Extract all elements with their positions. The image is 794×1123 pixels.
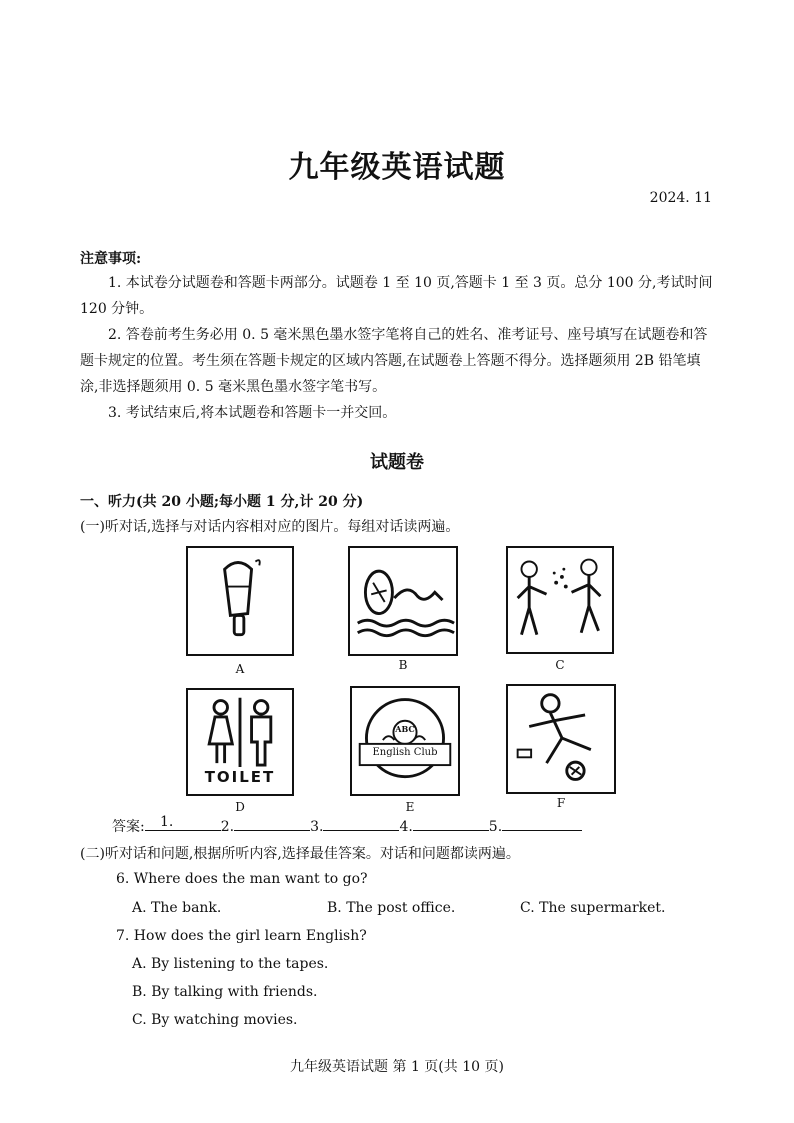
page-footer: 九年级英语试题 第 1 页(共 10 页)	[290, 1059, 504, 1075]
picture-e	[350, 686, 460, 796]
notice-item-2: 2. 答卷前考生务必用 0. 5 毫米黑色墨水签字笔将自己的姓名、准考证号、座号填写在试题卷和答题卡规定的位置。考生须在答题卡规定的区域内答题,在试题卷上答题不得分。选择题须用 2B 铅笔填涂,非选择题须用 0. 5 毫米黑色墨水签字笔书写。	[80, 327, 708, 395]
picture-f	[506, 684, 616, 794]
swimmer-icon	[350, 548, 456, 654]
toilet-sign-text: TOILET	[204, 768, 276, 786]
listening-heading: 一、听力(共 20 小题;每小题 1 分,计 20 分)	[80, 494, 364, 510]
exam-date: 2024. 11	[649, 190, 712, 206]
answer-label: 答案:	[112, 819, 145, 835]
question-7-stem: 7. How does the girl learn English?	[116, 928, 367, 944]
answer-blank-2[interactable]	[234, 814, 310, 831]
answer-number-3: 3.	[310, 819, 324, 835]
answer-number-4: 4.	[399, 819, 413, 835]
picture-a	[186, 546, 294, 656]
answer-number-5: 5.	[488, 819, 503, 835]
listening-sub1-instruction: (一)听对话,选择与对话内容相对应的图片。每组对话读两遍。	[80, 519, 460, 535]
picture-c	[506, 546, 614, 654]
question-6-stem: 6. Where does the man want to go?	[116, 871, 368, 887]
picture-c-label: C	[555, 658, 565, 672]
answer-blank-3[interactable]	[323, 814, 399, 831]
answer-blank-4[interactable]	[413, 814, 489, 831]
picture-b-label: B	[398, 658, 408, 672]
picture-f-label: F	[556, 796, 566, 810]
english-club-text: English Club	[372, 747, 438, 758]
answer-blank-1[interactable]	[145, 814, 221, 831]
section-title: 试题卷	[370, 452, 424, 473]
picture-a-label: A	[235, 662, 245, 676]
question-7-option-c[interactable]: C. By watching movies.	[132, 1012, 298, 1028]
notice-heading: 注意事项:	[80, 251, 142, 267]
notice-item-3: 3. 考试结束后,将本试题卷和答题卡一并交回。	[108, 405, 397, 421]
question-6-option-c[interactable]: C. The supermarket.	[520, 900, 666, 916]
picture-d-label: D	[235, 800, 245, 814]
answer-number-1: 1.	[160, 814, 174, 830]
football-player-icon	[508, 686, 614, 792]
english-club-icon	[352, 688, 458, 794]
answer-number-2: 2.	[220, 819, 235, 835]
answer-row	[112, 814, 582, 836]
splashing-kids-icon	[508, 548, 612, 652]
english-club-badge-text: ABC	[395, 724, 415, 734]
listening-sub2-instruction: (二)听对话和问题,根据所听内容,选择最佳答案。对话和问题都读两遍。	[80, 846, 520, 862]
question-7-option-b[interactable]: B. By talking with friends.	[132, 984, 318, 1000]
question-6-option-b[interactable]: B. The post office.	[327, 900, 456, 916]
picture-e-label: E	[405, 800, 415, 814]
answer-blank-5[interactable]	[502, 814, 582, 831]
notice-item-1: 1. 本试卷分试题卷和答题卡两部分。试题卷 1 至 10 页,答题卡 1 至 3 页。总分 100 分,考试时间 120 分钟。	[80, 275, 713, 317]
picture-b	[348, 546, 458, 656]
page-title: 九年级英语试题	[288, 150, 506, 185]
question-6-option-a[interactable]: A. The bank.	[132, 900, 222, 916]
question-7-option-a[interactable]: A. By listening to the tapes.	[132, 956, 329, 972]
ice-cream-icon	[188, 548, 292, 654]
